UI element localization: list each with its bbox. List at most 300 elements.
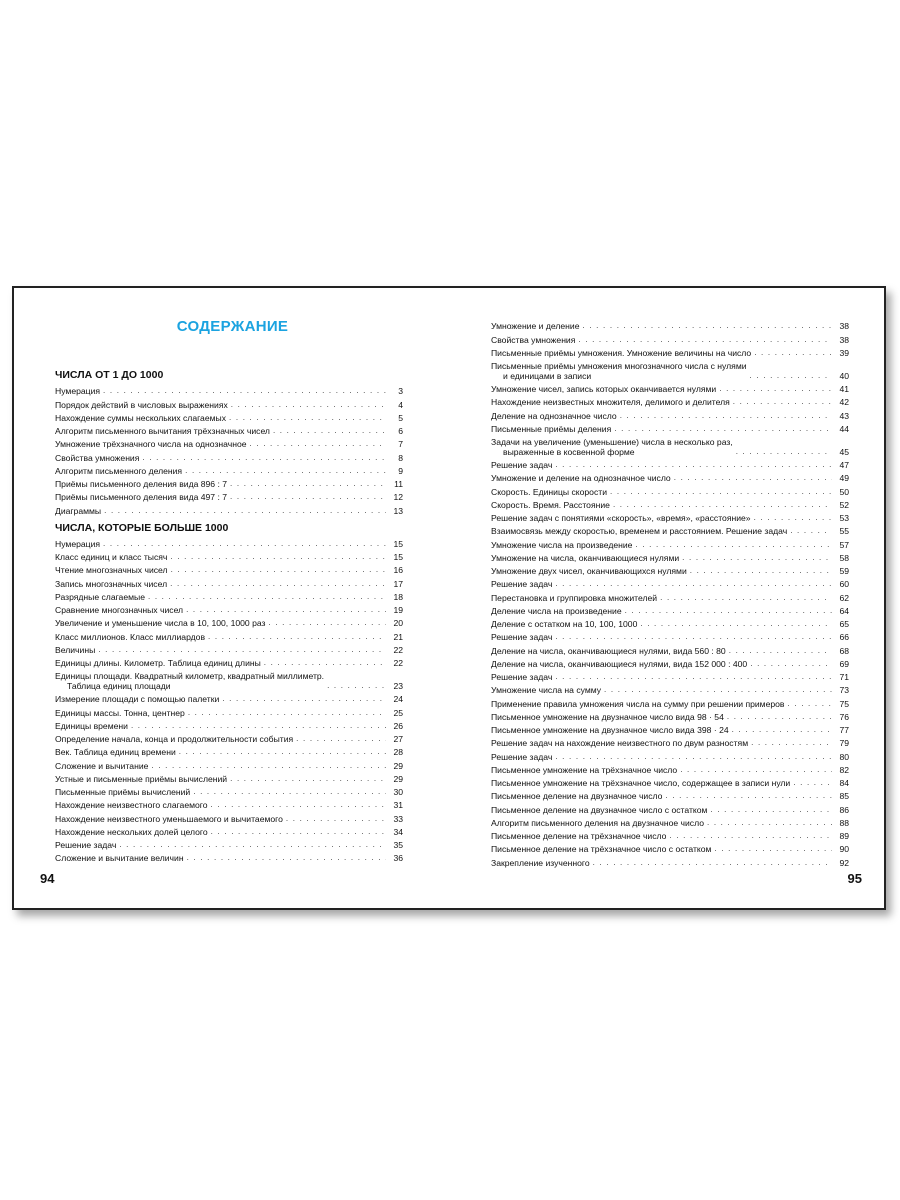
- toc-entry: [55, 589, 403, 602]
- toc-entry-title: [491, 437, 733, 457]
- toc-entry-title: [55, 761, 148, 771]
- dot-leader: [98, 645, 386, 655]
- toc-entry-page: 71: [839, 672, 849, 682]
- toc-entry-title: [55, 386, 100, 396]
- toc-entry-title-line: Сложение и вычитание величин: [55, 853, 184, 864]
- toc-entry-page: 49: [839, 473, 849, 484]
- toc-entry: [491, 381, 849, 394]
- toc-entry-title-line: Разрядные слагаемые: [55, 591, 145, 602]
- toc-entry-page: 33: [393, 813, 403, 824]
- toc-entry-title: [491, 844, 711, 854]
- toc-entry-page: 45: [839, 446, 849, 457]
- toc-entry-page: 52: [839, 499, 849, 510]
- toc-list: [491, 318, 849, 868]
- toc-entry-title: [55, 840, 116, 850]
- dot-leader: [625, 606, 832, 616]
- dot-leader: [751, 738, 832, 748]
- toc-entry-page: 84: [839, 778, 849, 788]
- toc-entry-title-line: Единицы массы. Тонна, центнер: [55, 707, 185, 718]
- toc-entry-title-line: Умножение и деление: [491, 321, 580, 332]
- toc-entry-title-line: Письменное умножение на двузначное число вида 98 · 54: [491, 711, 724, 722]
- toc-entry: [55, 744, 403, 757]
- toc-entry-title: [491, 805, 707, 815]
- toc-entry: [491, 709, 849, 722]
- toc-entry: [55, 771, 403, 784]
- toc-entry-title-line: Единицы длины. Километр. Таблица единиц длины: [55, 658, 261, 668]
- dot-leader: [208, 632, 386, 642]
- toc-entry: [491, 682, 849, 695]
- toc-entry: [55, 850, 403, 863]
- dot-leader: [179, 747, 386, 757]
- toc-entry-title-line: Письменные приёмы вычислений: [55, 787, 191, 797]
- dot-leader: [714, 844, 832, 854]
- dot-leader: [614, 424, 832, 434]
- toc-entry-title-line: Нахождение нескольких долей целого: [55, 826, 208, 837]
- toc-entry: [55, 536, 403, 549]
- toc-entry-page: 23: [393, 681, 403, 691]
- toc-entry-title-line: Взаимосвязь между скоростью, временем и расстоянием. Решение задач: [491, 526, 788, 537]
- toc-entry: [55, 731, 403, 744]
- toc-entry-title: [55, 645, 95, 655]
- toc-entry-page: 86: [839, 804, 849, 815]
- toc-entry-page: 8: [398, 452, 403, 463]
- toc-entry-title-line: Умножение числа на сумму: [491, 685, 602, 696]
- dot-leader: [613, 500, 832, 510]
- toc-entry-title-line: Нахождение неизвестного уменьшаемого и вычитаемого: [55, 813, 283, 824]
- toc-entry-page: 64: [839, 605, 849, 616]
- toc-entry: [491, 762, 849, 775]
- toc-list: [55, 383, 403, 516]
- dot-leader: [229, 413, 386, 423]
- toc-entry-title-line: Чтение многозначных чисел: [55, 565, 168, 576]
- toc-entry-title: [55, 466, 182, 476]
- dot-leader: [230, 479, 386, 489]
- toc-entry-title-line: Умножение трёхзначного числа на однозначное: [55, 439, 247, 450]
- dot-leader: [188, 708, 386, 718]
- toc-entry-page: 53: [839, 513, 849, 523]
- toc-entry-title-line: Алгоритм письменного вычитания трёхзначных чисел: [55, 426, 270, 436]
- toc-entry-title-line: и единицами в записи: [503, 370, 592, 381]
- dot-leader: [187, 853, 386, 863]
- toc-entry-title: [491, 593, 657, 603]
- toc-entry: [55, 396, 403, 409]
- toc-entry: [491, 434, 849, 457]
- toc-entry-title-line: Письменные приёмы умножения многозначного числа с нулями: [491, 360, 747, 371]
- toc-entry-title: [491, 831, 666, 841]
- toc-entry-title: [55, 827, 208, 837]
- toc-entry-title: [491, 526, 787, 536]
- toc-entry: [491, 815, 849, 828]
- dot-leader: [707, 818, 832, 828]
- toc-entry-title-line: Решение задач: [491, 751, 553, 762]
- toc-entry-page: 58: [839, 552, 849, 563]
- dot-leader: [250, 439, 387, 449]
- toc-entry: [55, 383, 403, 396]
- toc-entry-title-line: Применение правила умножения числа на сумму при решении примеров: [491, 698, 785, 709]
- toc-left-column: [55, 368, 403, 863]
- toc-entry: [491, 722, 849, 735]
- dot-leader: [231, 400, 386, 410]
- toc-entry-title-line: Скорость. Единицы скорости: [491, 486, 607, 497]
- toc-entry-title-line: выраженные в косвенной форме: [503, 446, 635, 457]
- dot-leader: [230, 774, 386, 784]
- toc-entry-title: [491, 335, 575, 345]
- dot-leader: [151, 761, 386, 771]
- toc-entry-page: 31: [393, 800, 403, 811]
- dot-leader: [710, 805, 832, 815]
- toc-entry-title: [55, 814, 283, 824]
- toc-entry-title-line: Нахождение неизвестного слагаемого: [55, 800, 208, 811]
- dot-leader: [690, 566, 832, 576]
- toc-entry-title: [491, 752, 552, 762]
- toc-entry-title-line: Приёмы письменного деления вида 497 : 7: [55, 492, 228, 503]
- toc-entry-title-line: Письменное деление на двузначное число: [491, 791, 663, 802]
- toc-entry: [55, 704, 403, 717]
- toc-entry-title: [491, 424, 611, 434]
- toc-entry-page: 17: [393, 578, 403, 589]
- toc-entry-page: 22: [393, 644, 403, 655]
- toc-entry-title-line: Решение задач: [491, 632, 553, 643]
- toc-entry: [491, 510, 849, 523]
- dot-leader: [750, 659, 832, 669]
- toc-entry-page: 4: [398, 399, 403, 410]
- toc-entry-title-line: Решение задач: [491, 672, 553, 682]
- toc-entry: [491, 550, 849, 563]
- toc-entry: [491, 642, 849, 655]
- toc-entry-page: 15: [393, 538, 403, 549]
- toc-entry: [491, 854, 849, 867]
- dot-leader: [719, 384, 832, 394]
- toc-right-column: [491, 318, 849, 868]
- toc-entry: [491, 841, 849, 854]
- toc-entry-title: [491, 738, 748, 748]
- dot-leader: [555, 672, 832, 682]
- toc-entry-page: 30: [393, 787, 403, 797]
- toc-entry-title: [55, 671, 324, 691]
- section-heading: ЧИСЛА ОТ 1 ДО 1000: [55, 369, 164, 381]
- toc-entry: [55, 691, 403, 704]
- toc-list: [55, 536, 403, 864]
- book-spread: [12, 286, 886, 910]
- toc-entry: [491, 828, 849, 841]
- dot-leader: [578, 335, 832, 345]
- toc-entry-title: [55, 413, 226, 423]
- toc-entry-title-line: Величины: [55, 644, 96, 655]
- toc-entry-title: [491, 397, 730, 407]
- dot-leader: [593, 858, 832, 868]
- toc-entry: [55, 410, 403, 423]
- toc-entry-title: [55, 492, 227, 502]
- toc-entry: [55, 757, 403, 770]
- toc-entry-page: 55: [839, 526, 849, 537]
- toc-entry: [55, 463, 403, 476]
- toc-entry: [491, 788, 849, 801]
- toc-entry-title: [491, 619, 637, 629]
- toc-entry-title: [55, 565, 168, 575]
- toc-entry-title-line: Алгоритм письменного деления: [55, 465, 183, 476]
- toc-entry-title: [491, 348, 751, 358]
- toc-entry: [55, 575, 403, 588]
- toc-entry-title: [491, 321, 579, 331]
- toc-entry-title: [491, 473, 671, 483]
- toc-entry-page: 6: [398, 426, 403, 436]
- toc-entry-title-line: Деление на однозначное число: [491, 410, 617, 421]
- dot-leader: [674, 473, 832, 483]
- toc-entry-title-line: Письменные приёмы деления: [491, 423, 612, 434]
- dot-leader: [268, 618, 386, 628]
- dot-leader: [754, 513, 832, 523]
- dot-leader: [170, 579, 386, 589]
- toc-entry: [55, 797, 403, 810]
- dot-leader: [186, 605, 386, 615]
- toc-entry-page: 69: [839, 658, 849, 669]
- toc-entry-page: 75: [839, 698, 849, 709]
- toc-entry-page: 66: [839, 632, 849, 643]
- toc-entry-title-line: Умножение чисел, запись которых оканчивается нулями: [491, 384, 717, 394]
- toc-entry-title-line: Устные и письменные приёмы вычислений: [55, 773, 228, 784]
- dot-leader: [793, 778, 832, 788]
- dot-leader: [635, 540, 832, 550]
- dot-leader: [555, 632, 832, 642]
- toc-entry-page: 65: [839, 619, 849, 629]
- toc-entry-title: [491, 361, 747, 381]
- toc-entry: [491, 457, 849, 470]
- toc-entry-title: [491, 500, 610, 510]
- dot-leader: [131, 721, 386, 731]
- dot-leader: [736, 447, 832, 457]
- toc-entry: [491, 735, 849, 748]
- toc-entry-title: [491, 818, 704, 828]
- dot-leader: [211, 800, 386, 810]
- toc-entry-page: 35: [393, 840, 403, 850]
- dot-leader: [750, 371, 832, 381]
- toc-entry: [491, 318, 849, 331]
- toc-entry: [55, 562, 403, 575]
- toc-entry-title: [491, 566, 687, 576]
- toc-entry-page: 27: [393, 734, 403, 744]
- toc-entry-title-line: Умножение и деление на однозначное число: [491, 473, 671, 484]
- toc-entry-page: 47: [839, 460, 849, 470]
- toc-entry-title: [55, 426, 270, 436]
- toc-entry-page: 41: [839, 384, 849, 394]
- toc-entry: [491, 345, 849, 358]
- dot-leader: [732, 725, 832, 735]
- right-page: [451, 288, 886, 908]
- toc-entry-title-line: Алгоритм письменного деления на двузначное число: [491, 817, 704, 828]
- toc-entry-title-line: Письменное деление на двузначное число с остатком: [491, 804, 708, 815]
- toc-entry: [55, 602, 403, 615]
- toc-entry-title-line: Письменное деление на трёхзначное число: [491, 831, 667, 841]
- toc-entry-title: [491, 765, 677, 775]
- toc-entry: [491, 470, 849, 483]
- toc-entry-title: [55, 506, 101, 516]
- dot-leader: [620, 411, 832, 421]
- toc-entry-title: [491, 791, 662, 801]
- section-heading: ЧИСЛА, КОТОРЫЕ БОЛЬШЕ 1000: [55, 521, 229, 534]
- toc-entry-title: [55, 787, 190, 797]
- dot-leader: [555, 752, 832, 762]
- toc-entry-page: 22: [393, 658, 403, 668]
- toc-entry-title: [491, 540, 632, 550]
- toc-entry-title: [491, 460, 552, 470]
- toc-entry-title: [491, 553, 679, 563]
- toc-entry-title-line: Решение задач на нахождение неизвестного по двум разностям: [491, 738, 749, 749]
- toc-entry-title-line: Измерение площади с помощью палетки: [55, 694, 220, 705]
- toc-entry: [491, 483, 849, 496]
- toc-entry-title: [55, 658, 261, 668]
- toc-entry-page: 44: [839, 423, 849, 434]
- dot-leader: [729, 646, 832, 656]
- toc-entry-title: [55, 694, 219, 704]
- toc-entry-title-line: Единицы площади. Квадратный километр, квадратный миллиметр.: [55, 671, 325, 681]
- toc-entry-title: [491, 487, 607, 497]
- dot-leader: [669, 831, 832, 841]
- toc-entry-title: [491, 672, 552, 682]
- toc-entry-title: [55, 453, 139, 463]
- toc-entry-page: 39: [839, 347, 849, 358]
- toc-entry-title-line: Закрепление изученного: [491, 857, 590, 868]
- toc-entry: [491, 603, 849, 616]
- dot-leader: [286, 814, 386, 824]
- toc-entry-page: 77: [839, 725, 849, 735]
- toc-entry-title-line: Деление числа на произведение: [491, 605, 622, 616]
- toc-entry-title-line: Умножение на числа, оканчивающиеся нулями: [491, 552, 680, 563]
- dot-leader: [211, 827, 386, 837]
- toc-entry-page: 34: [393, 826, 403, 837]
- toc-entry-title-line: Нумерация: [55, 386, 101, 397]
- toc-entry: [55, 615, 403, 628]
- toc-entry-title-line: Деление на числа, оканчивающиеся нулями, вида 560 : 80: [491, 645, 726, 656]
- toc-entry: [55, 436, 403, 449]
- toc-entry-title: [55, 592, 145, 602]
- toc-entry-title: [491, 384, 716, 394]
- toc-entry-title: [55, 632, 205, 642]
- toc-entry-title-line: Скорость. Время. Расстояние: [491, 499, 610, 510]
- toc-entry: [55, 824, 403, 837]
- toc-entry-title-line: Диаграммы: [55, 505, 102, 516]
- toc-entry-page: 26: [393, 720, 403, 731]
- toc-entry-title: [491, 712, 724, 722]
- toc-entry-page: 21: [393, 631, 403, 642]
- toc-entry-title: [55, 479, 227, 489]
- toc-entry-title: [55, 618, 265, 628]
- page-title: СОДЕРЖАНИЕ: [176, 318, 289, 335]
- toc-entry-title: [491, 699, 785, 709]
- toc-entry: [491, 523, 849, 536]
- dot-leader: [296, 734, 386, 744]
- toc-entry: [491, 589, 849, 602]
- toc-entry-title-line: Решение задач: [55, 840, 117, 850]
- toc-entry-page: 82: [839, 764, 849, 775]
- toc-entry-title: [491, 411, 617, 421]
- toc-entry-page: 3: [398, 386, 403, 397]
- toc-entry: [491, 421, 849, 434]
- toc-entry-title-line: Деление с остатком на 10, 100, 1000: [491, 619, 638, 629]
- toc-entry-title-line: Решение задач: [491, 579, 553, 590]
- toc-entry-title: [491, 579, 552, 589]
- toc-entry-title-line: Деление на числа, оканчивающиеся нулями, вида 152 000 : 400: [491, 658, 748, 669]
- toc-entry-title: [55, 552, 167, 562]
- toc-entry-title-line: Таблица единиц площади: [67, 681, 171, 691]
- toc-entry-title: [55, 800, 208, 810]
- toc-entry: [491, 748, 849, 761]
- toc-entry-page: 18: [393, 591, 403, 602]
- toc-entry: [55, 784, 403, 797]
- toc-entry-title-line: Перестановка и группировка множителей: [491, 592, 658, 603]
- toc-entry-title-line: Нахождение суммы нескольких слагаемых: [55, 412, 226, 423]
- toc-entry: [55, 655, 403, 668]
- toc-entry-page: 9: [398, 465, 403, 476]
- toc-entry-title-line: Задачи на увеличение (уменьшение) числа в несколько раз,: [491, 436, 733, 447]
- toc-entry-title-line: Сравнение многозначных чисел: [55, 605, 184, 615]
- toc-entry-page: 89: [839, 831, 849, 841]
- toc-entry-page: 20: [393, 618, 403, 629]
- dot-leader: [103, 539, 386, 549]
- toc-entry-page: 38: [839, 334, 849, 345]
- toc-entry: [491, 695, 849, 708]
- toc-entry-page: 16: [393, 565, 403, 576]
- toc-entry-title-line: Умножение двух чисел, оканчивающихся нулями: [491, 566, 687, 576]
- dot-leader: [103, 386, 386, 396]
- toc-entry-title-line: Письменные приёмы умножения. Умножение величины на число: [491, 347, 752, 358]
- toc-entry-title-line: Письменное умножение на трёхзначное число, содержащее в записи нули: [491, 778, 791, 788]
- toc-entry-title: [55, 721, 128, 731]
- toc-entry-title: [55, 708, 185, 718]
- toc-entry-page: 13: [393, 505, 403, 516]
- dot-leader: [171, 565, 386, 575]
- toc-entry: [491, 358, 849, 381]
- toc-entry-page: 5: [398, 412, 403, 423]
- toc-entry-page: 85: [839, 791, 849, 802]
- toc-entry-title: [55, 579, 167, 589]
- dot-leader: [104, 506, 386, 516]
- dot-leader: [555, 460, 832, 470]
- toc-entry: [55, 489, 403, 502]
- toc-entry-title: [491, 725, 729, 735]
- toc-entry-page: 92: [839, 857, 849, 868]
- toc-entry-page: 90: [839, 844, 849, 855]
- toc-entry-page: 12: [393, 492, 403, 503]
- left-page: [14, 288, 451, 908]
- toc-entry-page: 7: [398, 439, 403, 450]
- toc-entry-page: 50: [839, 486, 849, 497]
- toc-entry-page: 80: [839, 751, 849, 762]
- toc-entry-title: [491, 646, 726, 656]
- dot-leader: [327, 681, 386, 691]
- toc-entry-title-line: Решение задач с понятиями «скорость», «время», «расстояние»: [491, 513, 751, 523]
- toc-entry-title-line: Свойства умножения: [55, 452, 140, 463]
- dot-leader: [193, 787, 386, 797]
- dot-leader: [610, 487, 832, 497]
- toc-entry: [55, 502, 403, 515]
- toc-entry-page: 76: [839, 711, 849, 722]
- dot-leader: [727, 712, 832, 722]
- toc-entry-title: [55, 774, 227, 784]
- toc-entry-page: 19: [393, 605, 403, 615]
- dot-leader: [230, 492, 386, 502]
- toc-entry-title: [491, 778, 790, 788]
- dot-leader: [148, 592, 386, 602]
- dot-leader: [733, 397, 832, 407]
- toc-entry: [55, 423, 403, 436]
- toc-entry-page: 28: [393, 747, 403, 758]
- toc-entry: [491, 801, 849, 814]
- toc-entry-title-line: Класс единиц и класс тысяч: [55, 552, 168, 562]
- toc-entry-title-line: Свойства умножения: [491, 334, 576, 345]
- dot-leader: [682, 553, 832, 563]
- dot-leader: [754, 348, 832, 358]
- toc-entry-title-line: Определение начала, конца и продолжительности события: [55, 734, 294, 744]
